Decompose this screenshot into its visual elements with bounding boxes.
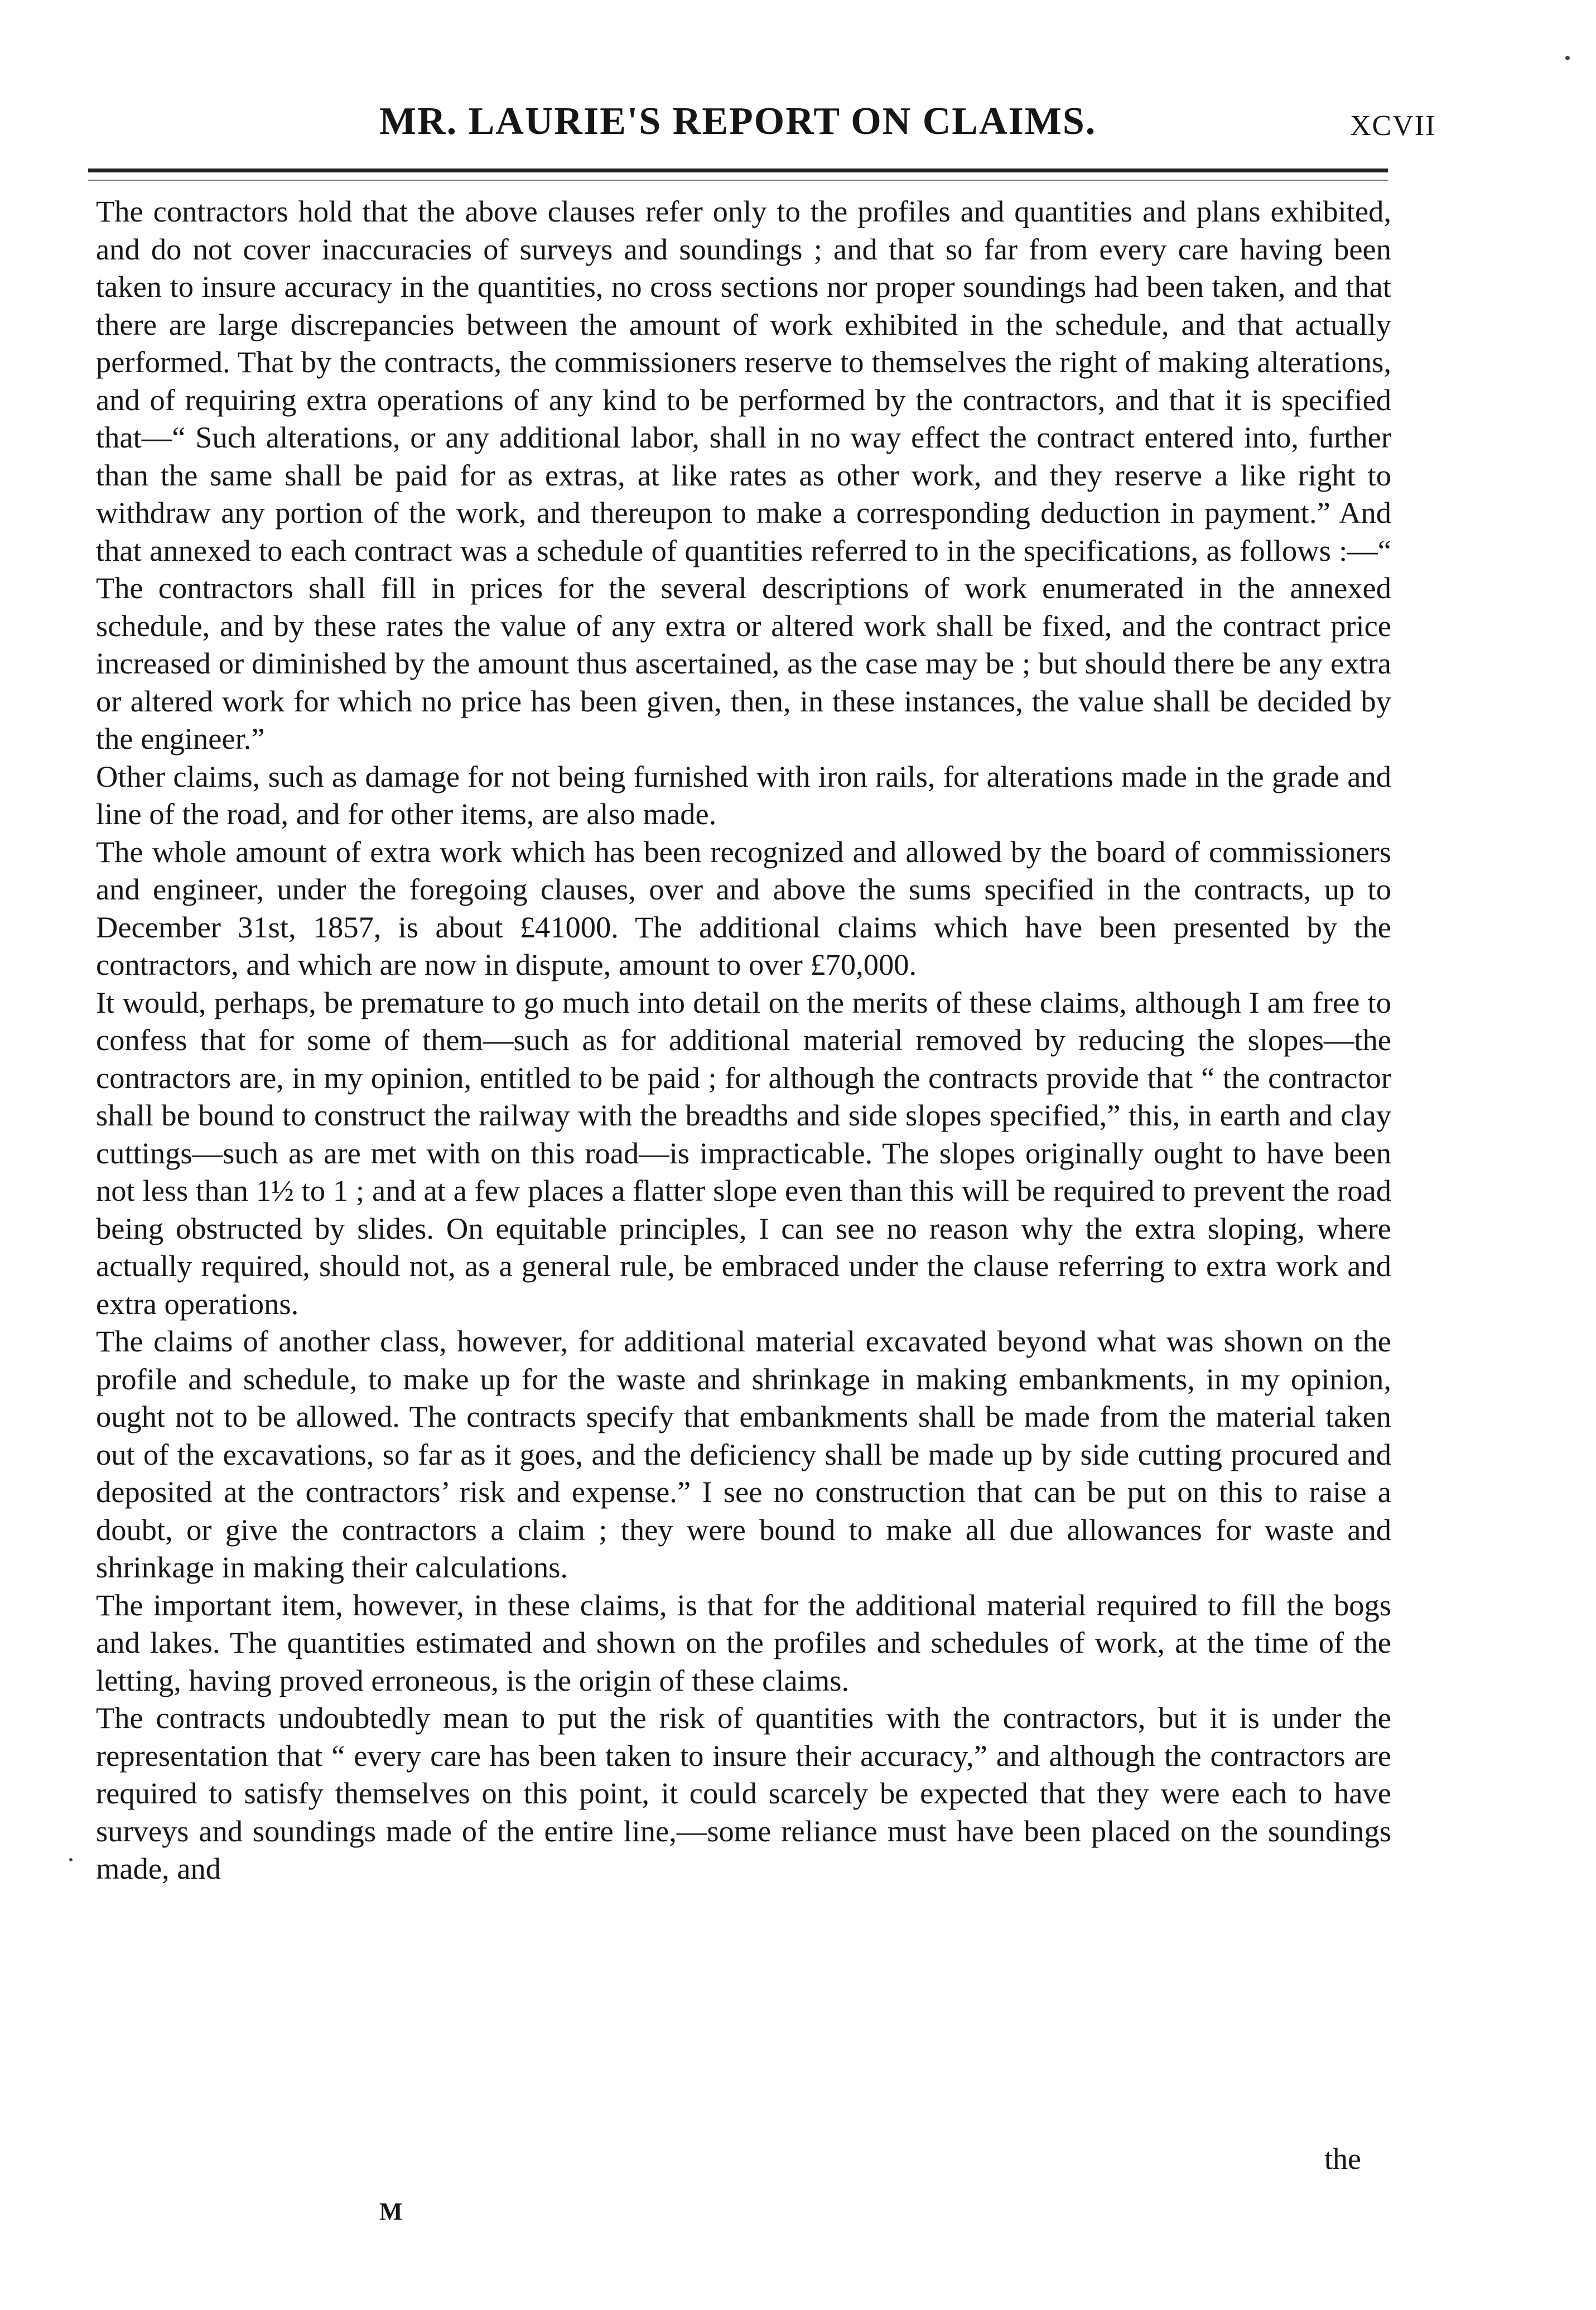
paragraph: The contracts undoubtedly mean to put the risk of quantities with the contractors, but it is under the representation that “ every care has been taken to insure their accuracy,” and although the contractors are required to satisfy themselves on this point, it could scarcely be expected that they were each to have surveys and soundings made of the entire line,—some reliance must have been placed on the soundings made, and: [96, 1701, 1391, 1885]
paragraph: The important item, however, in these claims, is that for the additional material required to fill the bogs and lakes. The quantities estimated and shown on the profiles and schedules of work, at the time of the letting, having proved erroneous, is the origin of these claims.: [96, 1587, 1391, 1697]
body-text: [96, 192, 1391, 1888]
header-rule: [88, 169, 1388, 172]
paragraph: The claims of another class, however, for additional material excavated beyond what was shown on the profile and schedule, to make up for the waste and shrinkage in making embankments, in my opinion, ought not to be allowed. The contracts specify that embankments shall be made from the material taken out of the excavations, so far as it goes, and the deficiency shall be made up by side cutting procured and deposited at the contractors’ risk and expense.” I see no construction that can be put on this to raise a doubt, or give the contractors a claim ; they were bound to make all due allowances for waste and shrinkage in making their calculations.: [96, 1324, 1391, 1584]
running-head-title: MR. LAURIE'S REPORT ON CLAIMS.: [379, 100, 1097, 143]
page-number: XCVII: [1350, 110, 1436, 142]
print-speck: [1565, 56, 1570, 60]
header-rule-secondary: [88, 180, 1388, 181]
signature-mark: M: [379, 2198, 403, 2225]
paragraph: Other claims, such as damage for not being furnished with iron rails, for alterations made in the grade and line of the road, and for other items, are also made.: [96, 759, 1391, 831]
paragraph: It would, perhaps, be premature to go much into detail on the merits of these claims, although I am free to confess that for some of them—such as for additional material removed by reducing the slopes—the contractors are, in my opinion, entitled to be paid ; for although the contracts provide that “ the contractor shall be bound to construct the railway with the breadths and side slopes specified,” this, in earth and clay cuttings—such as are met with on this road—is impracticable. The slopes originally ought to have been not less than 1½ to 1 ; and at a few places a flatter slope even than this will be required to prevent the road being obstructed by slides. On equitable principles, I can see no reason why the extra sloping, where actually required, should not, as a general rule, be embraced under the clause referring to extra work and extra operations.: [96, 985, 1391, 1321]
print-speck: [69, 1858, 73, 1861]
paragraph: The whole amount of extra work which has been recognized and allowed by the board of commissioners and engineer, under the foregoing clauses, over and above the sums specified in the contracts, up to December 31st, 1857, is about £41000. The additional claims which have been presented by the contractors, and which are now in dispute, amount to over £70,000.: [96, 834, 1391, 981]
paragraph: The contractors hold that the above clauses refer only to the profiles and quantities and plans exhibited, and do not cover inaccuracies of surveys and soundings ; and that so far from every care having been taken to insure accuracy in the quantities, no cross sections nor proper soundings had been taken, and that there are large discrepancies between the amount of work exhibited in the schedule, and that actually performed. That by the contracts, the commissioners reserve to themselves the right of making alterations, and of requiring extra operations of any kind to be performed by the contractors, and that it is specified that—“ Such alterations, or any additional labor, shall in no way effect the contract entered into, further than the same shall be paid for as extras, at like rates as other work, and they reserve a like right to withdraw any portion of the work, and thereupon to make a corresponding deduction in payment.” And that annexed to each contract was a schedule of quantities referred to in the specifications, as follows :—“ The contractors shall fill in prices for the several descriptions of work enumerated in the annexed schedule, and by these rates the value of any extra or altered work shall be fixed, and the contract price increased or diminished by the amount thus ascertained, as the case may be ; but should there be any extra or altered work for which no price has been given, then, in these instances, the value shall be decided by the engineer.”: [96, 194, 1391, 755]
catchword: the: [1324, 2142, 1361, 2176]
